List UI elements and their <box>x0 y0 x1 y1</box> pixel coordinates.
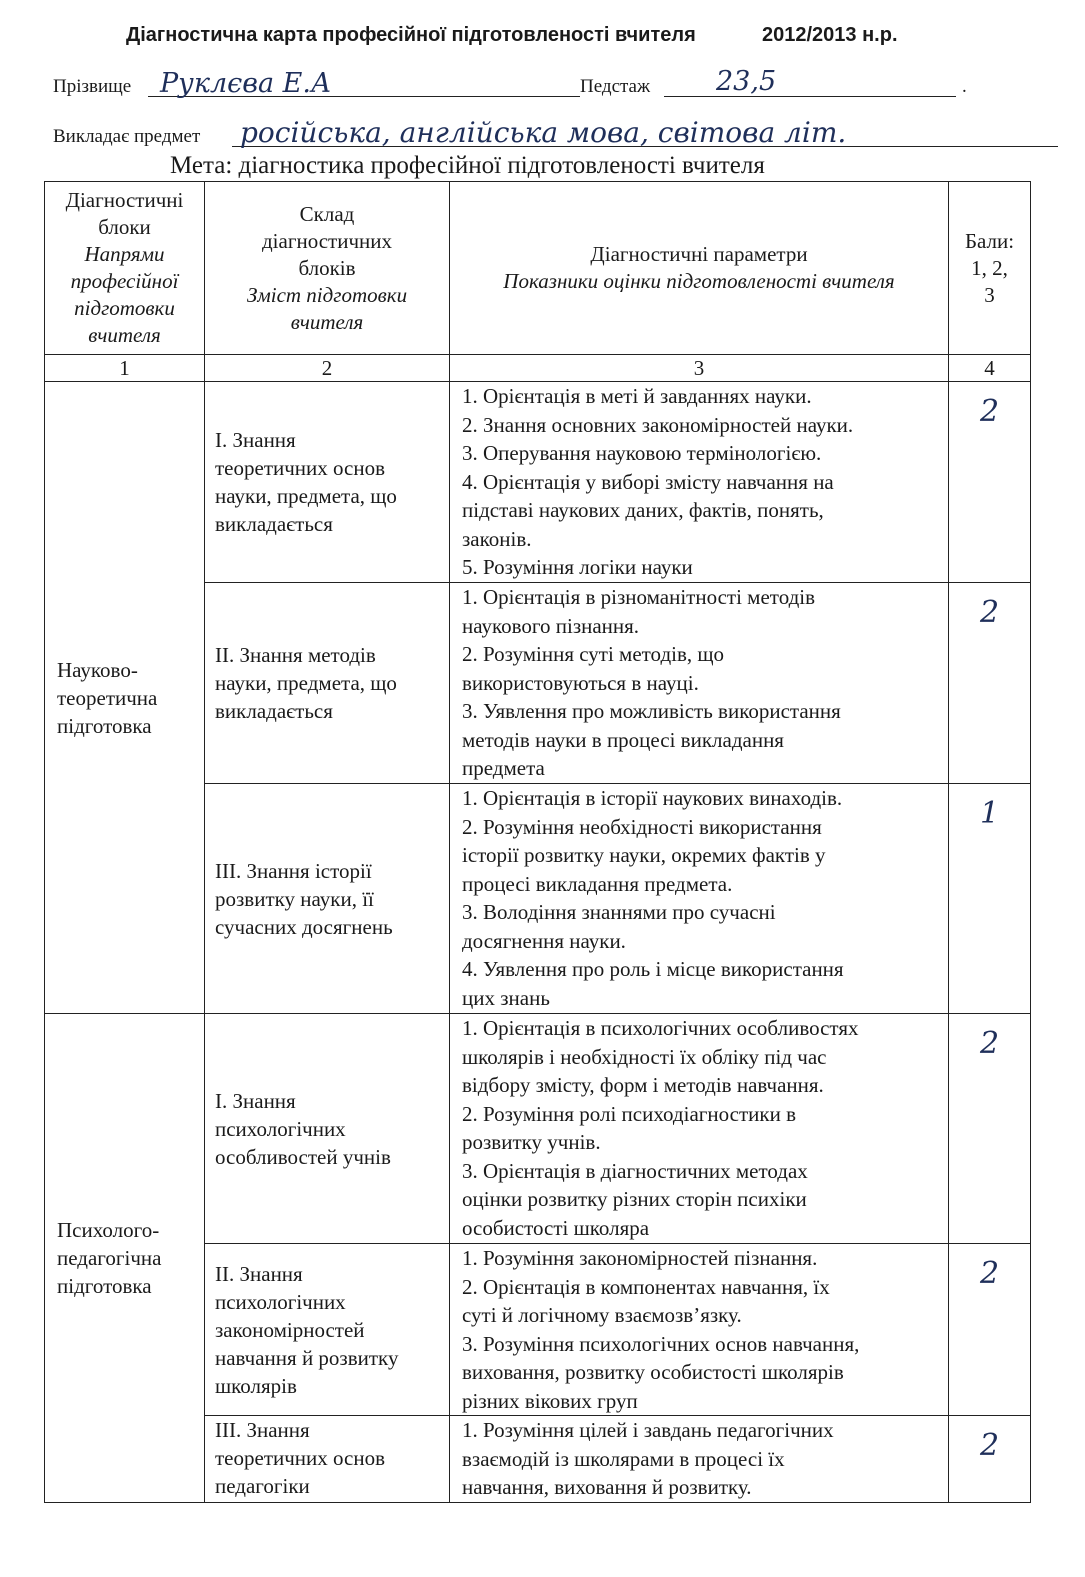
content-cell: ІІ. Знання психологічних закономірностей навчання й розвитку школярів <box>205 1244 450 1416</box>
column-number: 2 <box>205 355 450 382</box>
score-cell <box>949 1416 1031 1503</box>
score-cell <box>949 583 1031 784</box>
score-value: 2 <box>979 1256 1000 1291</box>
column-number: 3 <box>450 355 949 382</box>
table-row <box>45 382 1031 583</box>
surname-row <box>0 66 1085 106</box>
score-cell <box>949 1244 1031 1416</box>
header-blocks: Діагностичні блоки Напрями професійної підготовки вчителя <box>45 182 205 355</box>
header-score: Бали: 1, 2, 3 <box>949 182 1031 355</box>
parameters-cell: 1. Розуміння цілей і завдань педагогічних взаємодій із школярами в процесі їх навчання, виховання й розвитку. <box>450 1416 949 1503</box>
score-value: 2 <box>979 1428 1000 1463</box>
score-value: 2 <box>979 394 1000 429</box>
parameters-cell: 1. Розуміння закономірностей пізнання. 2. Орієнтація в компонентах навчання, їх суті й логічному взаємозв’язку. 3. Розуміння психологічних основ навчання, виховання, розвитку особистості школярів різних вікових груп <box>450 1244 949 1416</box>
experience-value: 23,5 <box>716 66 777 97</box>
content-cell: І. Знання психологічних особливостей учнів <box>205 1014 450 1244</box>
score-value: 1 <box>979 796 1000 831</box>
parameters-cell: 1. Орієнтація в психологічних особливостях школярів і необхідності їх обліку під час відбору змісту, форм і методів навчання. 2. Розуміння ролі психодіагностики в розвитку учнів. 3. Орієнтація в діагностичних методах оцінки розвитку різних сторін психіки особистості школяра <box>450 1014 949 1244</box>
end-dot: . <box>962 76 967 97</box>
table-row <box>45 1014 1031 1244</box>
parameters-cell: 1. Орієнтація в історії наукових винаходів. 2. Розуміння необхідності використання історії розвитку науки, окремих фактів у процесі викладання предмета. 3. Володіння знаннями про сучасні досягнення науки. 4. Уявлення про роль і місце використання цих знань <box>450 784 949 1014</box>
column-number-row <box>45 355 1031 382</box>
score-value: 2 <box>979 595 1000 630</box>
score-cell <box>949 784 1031 1014</box>
block-scientific-theoretical: Науково- теоретична підготовка <box>45 382 205 1014</box>
column-number: 1 <box>45 355 205 382</box>
experience-label: Педстаж <box>580 76 651 97</box>
subject-value: російська, англійська мова, світова літ. <box>240 116 847 149</box>
content-cell: ІІ. Знання методів науки, предмета, що викладається <box>205 583 450 784</box>
table-header-row <box>45 182 1031 355</box>
subject-label: Викладає предмет <box>53 126 201 147</box>
parameters-cell: 1. Орієнтація в різноманітності методів наукового пізнання. 2. Розуміння суті методів, що використовуються в науці. 3. Уявлення про можливість використання методів науки в процесі викладання предмета <box>450 583 949 784</box>
score-value: 2 <box>979 1026 1000 1061</box>
block-psychological-pedagogical: Психолого- педагогічна підготовка <box>45 1014 205 1503</box>
score-cell <box>949 382 1031 583</box>
experience-line <box>664 96 956 97</box>
column-number: 4 <box>949 355 1031 382</box>
surname-value: Руклєва Е.А <box>160 68 332 99</box>
content-cell: І. Знання теоретичних основ науки, предмета, що викладається <box>205 382 450 583</box>
subject-row <box>0 114 1085 154</box>
surname-label: Прізвище <box>53 76 132 97</box>
title-year: 2012/2013 н.р. <box>762 24 898 46</box>
title-main: Діагностична карта професійної підготовленості вчителя <box>126 24 696 46</box>
header-parameters: Діагностичні параметри Показники оцінки підготовленості вчителя <box>450 182 949 355</box>
parameters-cell: 1. Орієнтація в меті й завданнях науки. 2. Знання основних закономірностей науки. 3. Оперування науковою термінологією. 4. Орієнтація у виборі змісту навчання на підставі наукових даних, фактів, понять, законів. 5. Розуміння логіки науки <box>450 382 949 583</box>
score-cell <box>949 1014 1031 1244</box>
content-cell: ІІІ. Знання теоретичних основ педагогіки <box>205 1416 450 1503</box>
diagnostic-table <box>44 181 1031 1503</box>
header-content: Склад діагностичних блоків Зміст підготовки вчителя <box>205 182 450 355</box>
content-cell: ІІІ. Знання історії розвитку науки, її сучасних досягнень <box>205 784 450 1014</box>
goal-text: Мета: діагностика професійної підготовленості вчителя <box>170 152 765 179</box>
